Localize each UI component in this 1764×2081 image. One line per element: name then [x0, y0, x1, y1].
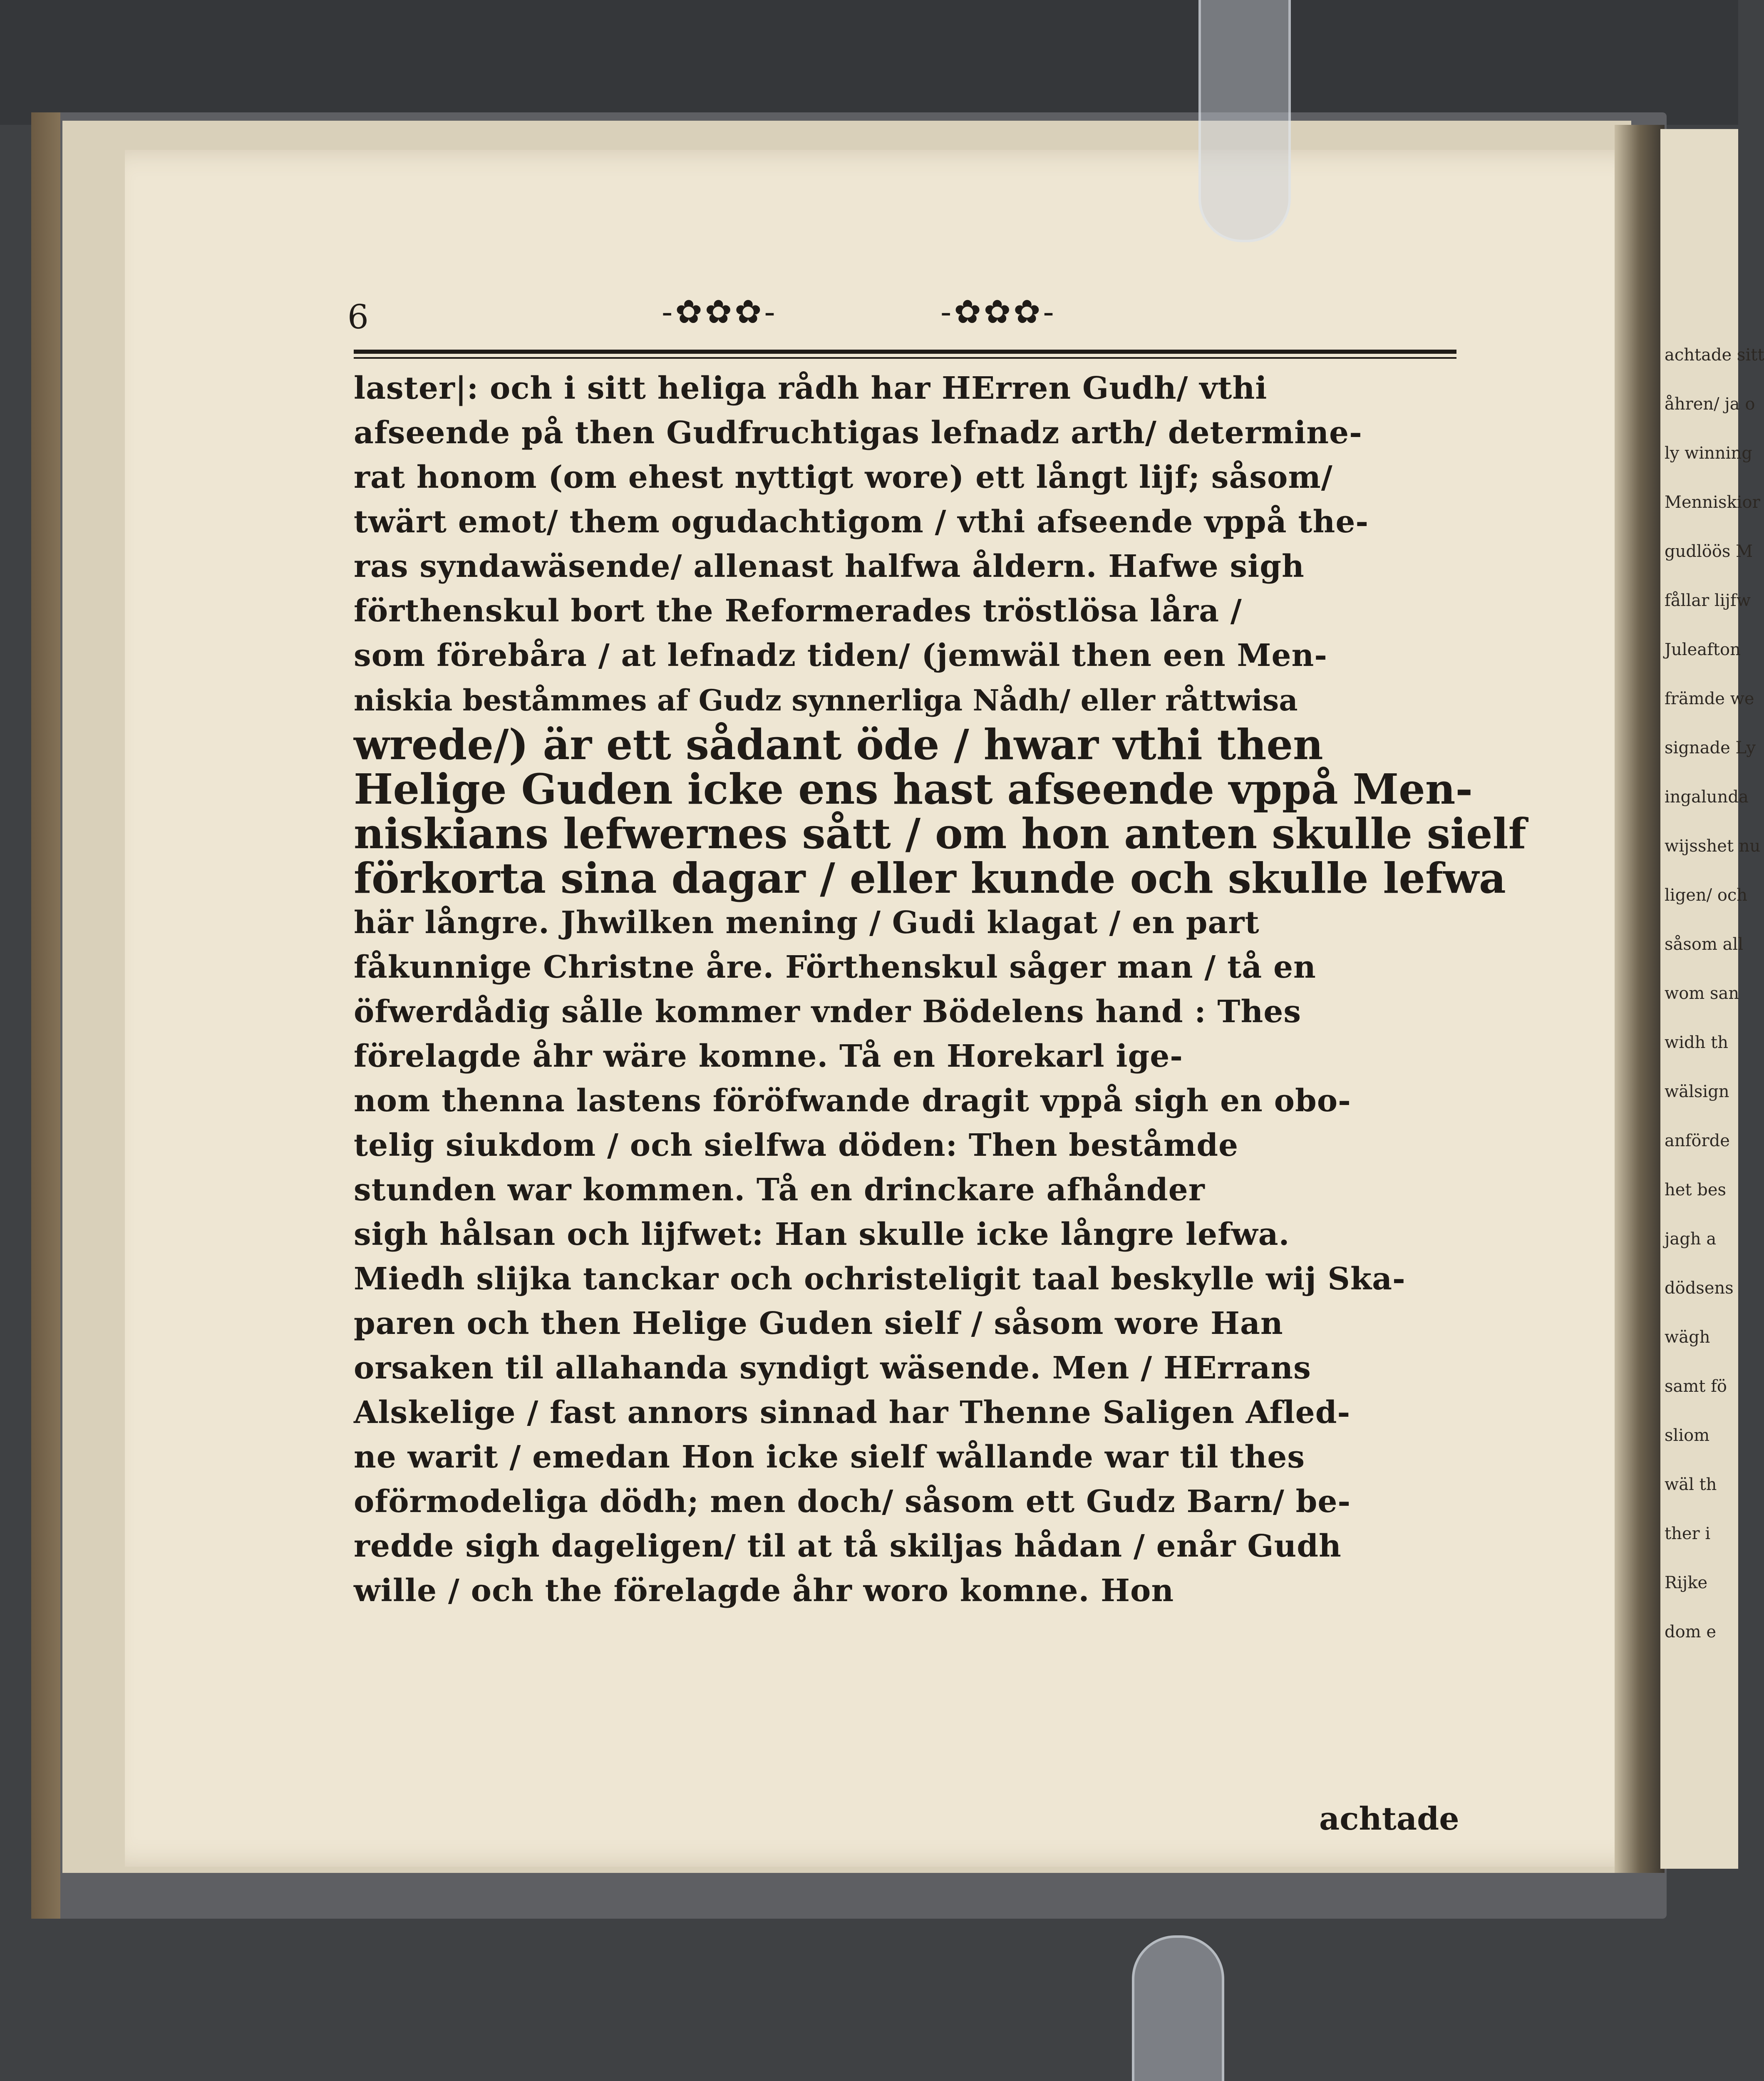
facing-page-fragment: widh th: [1665, 1033, 1728, 1052]
facing-page-fragment: Menniskior: [1665, 493, 1760, 512]
text-line: här långre. Jhwilken mening / Gudi klagat / en part: [354, 905, 1260, 941]
text-line: orsaken til allahanda syndigt wäsende. Men / HErrans: [354, 1350, 1311, 1386]
text-line: redde sigh dageligen/ til at tå skiljas hådan / enår Gudh: [354, 1528, 1342, 1564]
text-line: laster|: och i sitt heliga rådh har HErren Gudh/ vthi: [354, 370, 1268, 406]
facing-page-fragment: ly winning: [1665, 444, 1752, 463]
text-line: ne warit / emedan Hon icke sielf wållande war til thes: [354, 1439, 1305, 1475]
facing-page-fragment: wijsshet nu: [1665, 837, 1761, 856]
header-rule-thin: [354, 357, 1456, 359]
text-line: förthenskul bort the Reformerades tröstlösa låra /: [354, 593, 1242, 629]
facing-page-fragment: Rijke: [1665, 1573, 1708, 1592]
facing-page-fragment: åhren/ ja o: [1665, 395, 1755, 414]
text-line-large: niskians lefwernes sått / om hon anten skulle sielf: [354, 809, 1526, 858]
text-line: oförmodeliga dödh; men doch/ såsom ett Gudz Barn/ be-: [354, 1484, 1351, 1520]
facing-page-fragment: wom san: [1665, 984, 1739, 1003]
facing-page-fragment: ligen/ och: [1665, 886, 1748, 905]
facing-page-fragment: främde we: [1665, 689, 1754, 708]
text-line: nom thenna lastens föröfwande dragit vppå sigh en obo-: [354, 1083, 1351, 1119]
text-line-large: förkorta sina dagar / eller kunde och skulle lefwa: [354, 854, 1506, 903]
facing-page-fragment: sliom: [1665, 1426, 1710, 1445]
facing-page-fragment: ther i: [1665, 1524, 1711, 1543]
text-line: fåkunnige Christne åre. Förthenskul såger man / tå en: [354, 949, 1316, 985]
text-line: niskia beståmmes af Gudz synnerliga Nådh/ eller råttwisa: [354, 683, 1298, 718]
body-text: [354, 366, 1526, 1613]
facing-page-fragment: achtade sitt: [1665, 345, 1764, 365]
facing-page-fragment: fållar lijfw: [1665, 591, 1751, 610]
text-line: förelagde åhr wäre komne. Tå en Horekarl ige-: [354, 1038, 1183, 1074]
facing-page-fragment: wägh: [1665, 1328, 1710, 1347]
facing-page-edge: [1660, 129, 1764, 1869]
facing-page-fragment: anförde: [1665, 1131, 1730, 1150]
header-ornament-right: -✿✿✿-: [940, 293, 1057, 331]
facing-page-fragment: dom e: [1665, 1622, 1717, 1641]
facing-page-fragment: wäl th: [1665, 1475, 1717, 1494]
page-clip-top: [1198, 0, 1291, 242]
header-rule: [354, 350, 1456, 354]
text-line-large: Helige Guden icke ens hast afseende vppå Men-: [354, 765, 1473, 814]
text-line: afseende på then Gudfruchtigas lefnadz arth/ determine-: [354, 415, 1362, 451]
text-line: som förebåra / at lefnadz tiden/ (jemwäl then een Men-: [354, 638, 1327, 673]
text-line: rat honom (om ehest nyttigt wore) ett långt lijf; såsom/: [354, 459, 1333, 495]
book-gutter: [1615, 125, 1665, 1873]
text-line: sigh hålsan och lijfwet: Han skulle icke långre lefwa.: [354, 1217, 1290, 1252]
text-line: paren och then Helige Guden sielf / såsom wore Han: [354, 1306, 1283, 1341]
text-line: telig siukdom / och sielfwa döden: Then beståmde: [354, 1127, 1239, 1163]
page-clip-bottom: [1132, 1935, 1224, 2081]
facing-page-fragment: signade Ly: [1665, 738, 1756, 757]
facing-page-fragment: samt fö: [1665, 1377, 1727, 1396]
facing-page-fragment: het bes: [1665, 1180, 1727, 1199]
text-line: stunden war kommen. Tå en drinckare afhånder: [354, 1172, 1205, 1208]
facing-page-fragment: jagh a: [1665, 1229, 1717, 1249]
text-line: Alskelige / fast annors sinnad har Thenne Saligen Afled-: [354, 1395, 1351, 1430]
text-line-large: wrede/) är ett sådant öde / hwar vthi then: [354, 720, 1323, 769]
catchword: achtade: [1319, 1800, 1459, 1837]
facing-page-fragment: dödsens: [1665, 1279, 1734, 1298]
page-number: 6: [347, 298, 369, 336]
facing-page-fragment: ingalunda: [1665, 787, 1749, 807]
background-top: [0, 0, 1738, 125]
text-line: twärt emot/ them ogudachtigom / vthi afseende vppå the-: [354, 504, 1369, 540]
text-line: öfwerdådig sålle kommer vnder Bödelens hand : Thes: [354, 994, 1302, 1030]
facing-page-fragment: gudlöös M: [1665, 542, 1753, 561]
facing-page-fragment: Juleafton: [1665, 640, 1741, 659]
text-line: ras syndawäsende/ allenast halfwa åldern. Hafwe sigh: [354, 549, 1305, 584]
book-cover-edge: [31, 112, 60, 1919]
header-ornament-left: -✿✿✿-: [662, 293, 778, 331]
text-line: wille / och the förelagde åhr woro komne. Hon: [354, 1573, 1174, 1609]
facing-page-fragment: wälsign: [1665, 1082, 1729, 1101]
facing-page-fragment: såsom all: [1665, 935, 1744, 954]
text-line: Miedh slijka tanckar och ochristeligit taal beskylle wij Ska-: [354, 1261, 1406, 1297]
